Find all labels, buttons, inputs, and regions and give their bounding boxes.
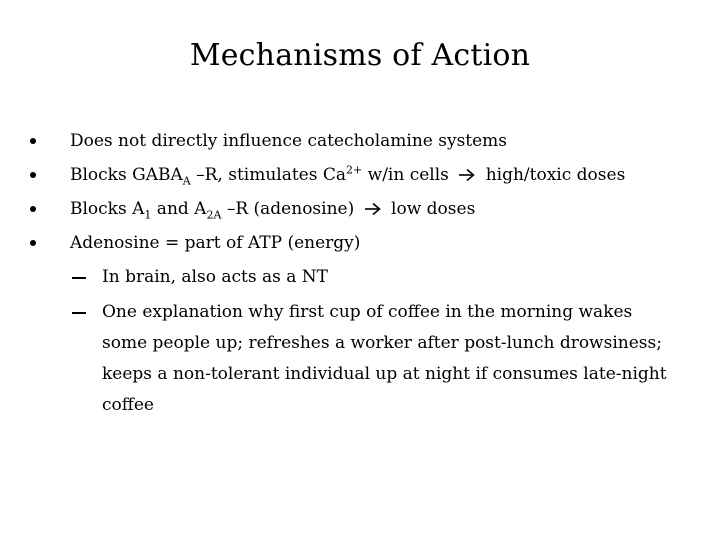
sub-bullet-list xyxy=(72,262,682,421)
bullet-text: low doses xyxy=(385,199,476,219)
dash-icon xyxy=(72,277,86,279)
bullet-list xyxy=(30,124,700,260)
dash-icon xyxy=(72,312,86,314)
bullet-text: Blocks GABA xyxy=(70,165,183,185)
bullet-item xyxy=(30,192,700,226)
sub-bullet-text: In brain, also acts as a NT xyxy=(102,267,328,287)
subscript: 1 xyxy=(144,208,152,222)
slide-title: Mechanisms of Action xyxy=(189,38,531,73)
bullet-item xyxy=(30,226,700,260)
bullet-text: Does not directly influence catecholamine systems xyxy=(70,131,508,151)
bullet-text: high/toxic doses xyxy=(480,165,626,185)
right-arrow-icon xyxy=(364,202,382,216)
bullet-item xyxy=(30,158,700,192)
bullet-dot-icon xyxy=(30,172,36,178)
bullet-text: Blocks A xyxy=(70,199,145,219)
subscript: 2A xyxy=(206,208,222,222)
bullet-dot-icon xyxy=(30,240,36,246)
right-arrow-icon xyxy=(458,168,476,182)
bullet-text: Adenosine = part of ATP (energy) xyxy=(70,233,361,253)
bullet-text: w/in cells xyxy=(362,165,449,185)
bullet-dot-icon xyxy=(30,206,36,212)
sub-bullet-item xyxy=(72,262,682,293)
bullet-item xyxy=(30,124,700,158)
bullet-text: and A xyxy=(151,199,207,219)
sub-bullet-text: One explanation why first cup of coffee in the morning wakes some people up; refreshes a worker after post-lunch drowsiness; keeps a non-tolerant individual up at night if consumes late-night coffee xyxy=(102,302,667,415)
bullet-dot-icon xyxy=(30,138,36,144)
superscript: 2+ xyxy=(346,163,363,177)
subscript: A xyxy=(182,174,191,188)
sub-bullet-item xyxy=(72,297,682,421)
bullet-text: –R, stimulates Ca xyxy=(190,165,347,185)
bullet-text: –R (adenosine) xyxy=(221,199,355,219)
